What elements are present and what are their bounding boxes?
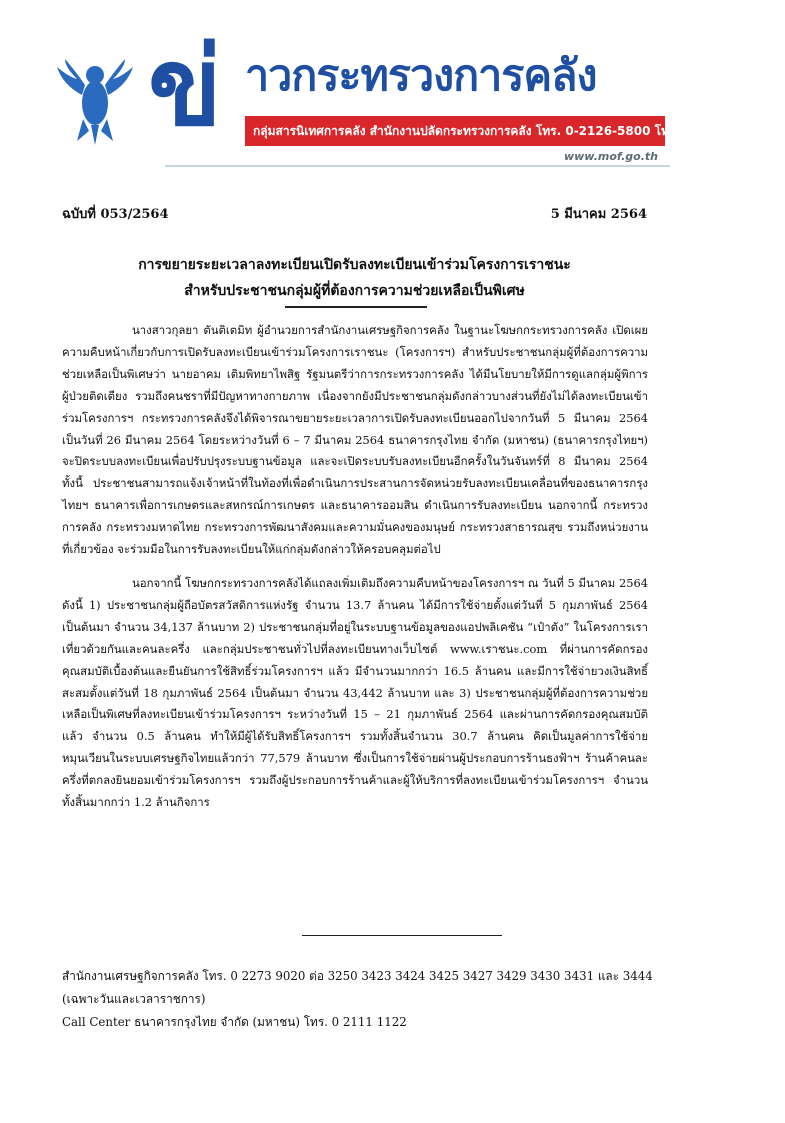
document-body — [62, 320, 648, 826]
contact-bar — [245, 116, 785, 146]
masthead-title: าวกระทรวงการคลัง — [245, 51, 597, 101]
document-title — [62, 252, 647, 304]
title-line-2: สำหรับประชาชนกลุ่มผู้ที่ต้องการความช่วยเหลือเป็นพิเศษ — [184, 283, 525, 299]
footer-line-1: สำนักงานเศรษฐกิจการคลัง โทร. 0 2273 9020 ต่อ 3250 3423 3424 3425 3427 3429 3430 3431 และ 3444 — [62, 969, 653, 983]
masthead-big-mark: ข่ — [148, 25, 222, 150]
letterhead — [0, 0, 785, 185]
issue-number: ฉบับที่ 053/2564 — [62, 207, 169, 222]
title-underline — [285, 306, 427, 308]
end-divider — [302, 935, 502, 936]
garuda-emblem-icon — [55, 55, 135, 145]
masthead-title-band — [245, 38, 785, 156]
paragraph-1: นางสาวกุลยา ตันติเตมิท ผู้อำนวยการสำนักงานเศรษฐกิจการคลัง ในฐานะโฆษกกระทรวงการคลัง เปิดเผยความคืบหน้าเกี่ยวกับการเปิดรับลงทะเบียนเข้าร่วมโครงการเราชนะ (โครงการฯ) สำหรับประชาชนกลุ่มผู้ที่ต้องการความช่วยเหลือเป็นพิเศษว่า นายอาคม เติมพิทยาไพสิฐ รัฐมนตรีว่าการกระทรวงการคลัง ได้มีนโยบายให้มีการดูแลกลุ่มผู้พิการ ผู้ป่วยติดเตียง รวมถึงคนชราที่มีปัญหาทางกายภาพ เนื่องจากยังมีประชาชนกลุ่มดังกล่าวบางส่วนที่ยังไม่ได้ลงทะเบียนเข้าร่วมโครงการฯ กระทรวงการคลังจึงได้พิจารณาขยายระยะเวลาการเปิดรับลงทะเบียนออกไปจากวันที่ 5 มีนาคม 2564 เป็นวันที่ 26 มีนาคม 2564 โดยระหว่างวันที่ 6 – 7 มีนาคม 2564 ธนาคารกรุงไทย จำกัด (มหาชน) (ธนาคารกรุงไทยฯ) จะปิดระบบลงทะเบียนเพื่อปรับปรุงระบบฐานข้อมูล และจะเปิดระบบรับลงทะเบียนอีกครั้งในวันจันทร์ที่ 8 มีนาคม 2564 ทั้งนี้ ประชาชนสามารถแจ้งเจ้าหน้าที่ในท้องที่เพื่อดำเนินการประสานการจัดหน่วยรับลงทะเบียนเคลื่อนที่ของธนาคารกรุงไทยฯ ธนาคารเพื่อการเกษตรและสหกรณ์การเกษตร และธนาคารออมสิน ดำเนินการรับลงทะเบียน นอกจากนี้ กระทรวงการคลัง กระทรวงมหาดไทย กระทรวงการพัฒนาสังคมและความมั่นคงของมนุษย์ กระทรวงสาธารณสุข รวมถึงหน่วยงานที่เกี่ยวข้อง จะร่วมมือในการรับลงทะเบียนให้แก่กลุ่มดังกล่าวให้ครอบคลุมต่อไป — [62, 323, 648, 557]
paragraph-2: นอกจากนี้ โฆษกกระทรวงการคลังได้แถลงเพิ่มเติมถึงความคืบหน้าของโครงการฯ ณ วันที่ 5 มีนาคม 2564 ดังนี้ 1) ประชาชนกลุ่มผู้ถือบัตรสวัสดิการแห่งรัฐ จำนวน 13.7 ล้านคน ได้มีการใช้จ่ายตั้งแต่วันที่ 5 กุมภาพันธ์ 2564 เป็นต้นมา จำนวน 34,137 ล้านบาท 2) ประชาชนกลุ่มที่อยู่ในระบบฐานข้อมูลของแอปพลิเคชัน “เป๋าตัง” ในโครงการเราเที่ยวด้วยกันและคนละครึ่ง และกลุ่มประชาชนทั่วไปที่ลงทะเบียนทางเว็บไซต์ www.เราชนะ.com ที่ผ่านการคัดกรองคุณสมบัติเบื้องต้นและยืนยันการใช้สิทธิ์ร่วมโครงการฯ แล้ว มีจำนวนมากกว่า 16.5 ล้านคน และมีการใช้จ่ายวงเงินสิทธิ์สะสมตั้งแต่วันที่ 18 กุมภาพันธ์ 2564 เป็นต้นมา จำนวน 43,442 ล้านบาท และ 3) ประชาชนกลุ่มผู้ที่ต้องการความช่วยเหลือเป็นพิเศษที่ลงทะเบียนเข้าร่วมโครงการฯ ระหว่างวันที่ 15 – 21 กุมภาพันธ์ 2564 และผ่านการคัดกรองคุณสมบัติแล้ว จำนวน 0.5 ล้านคน ทำให้มีผู้ได้รับสิทธิ์โครงการฯ รวมทั้งสิ้นจำนวน 30.7 ล้านคน คิดเป็นมูลค่าการใช้จ่ายหมุนเวียนในระบบเศรษฐกิจไทยแล้วกว่า 77,579 ล้านบาท ซึ่งเป็นการใช้จ่ายผ่านผู้ประกอบการร้านธงฟ้าฯ ร้านค้าคนละครึ่งที่ตกลงยินยอมเข้าร่วมโครงการฯ รวมถึงผู้ประกอบการร้านค้าและผู้ให้บริการที่ลงทะเบียนเข้าร่วมโครงการฯ จำนวนทั้งสิ้นมากกว่า 1.2 ล้านกิจการ — [62, 575, 648, 810]
contact-bar-text: กลุ่มสารนิเทศการคลัง สำนักงานปลัดกระทรวงการคลัง โทร. 0-2126-5800 โทรสาร 0-2273-9763 — [253, 124, 785, 138]
footer-line-2: (เฉพาะวันและเวลาราชการ) — [62, 992, 206, 1006]
website-link[interactable]: www.mof.go.th — [563, 150, 658, 163]
title-line-1: การขยายระยะเวลาลงทะเบียนเปิดรับลงทะเบียนเข้าร่วมโครงการเราชนะ — [138, 257, 571, 273]
masthead-divider — [165, 165, 670, 167]
contact-footer — [62, 965, 652, 1034]
footer-line-3: Call Center ธนาคารกรุงไทย จำกัด (มหาชน) โทร. 0 2111 1122 — [62, 1015, 407, 1029]
issue-date: 5 มีนาคม 2564 — [550, 207, 647, 222]
